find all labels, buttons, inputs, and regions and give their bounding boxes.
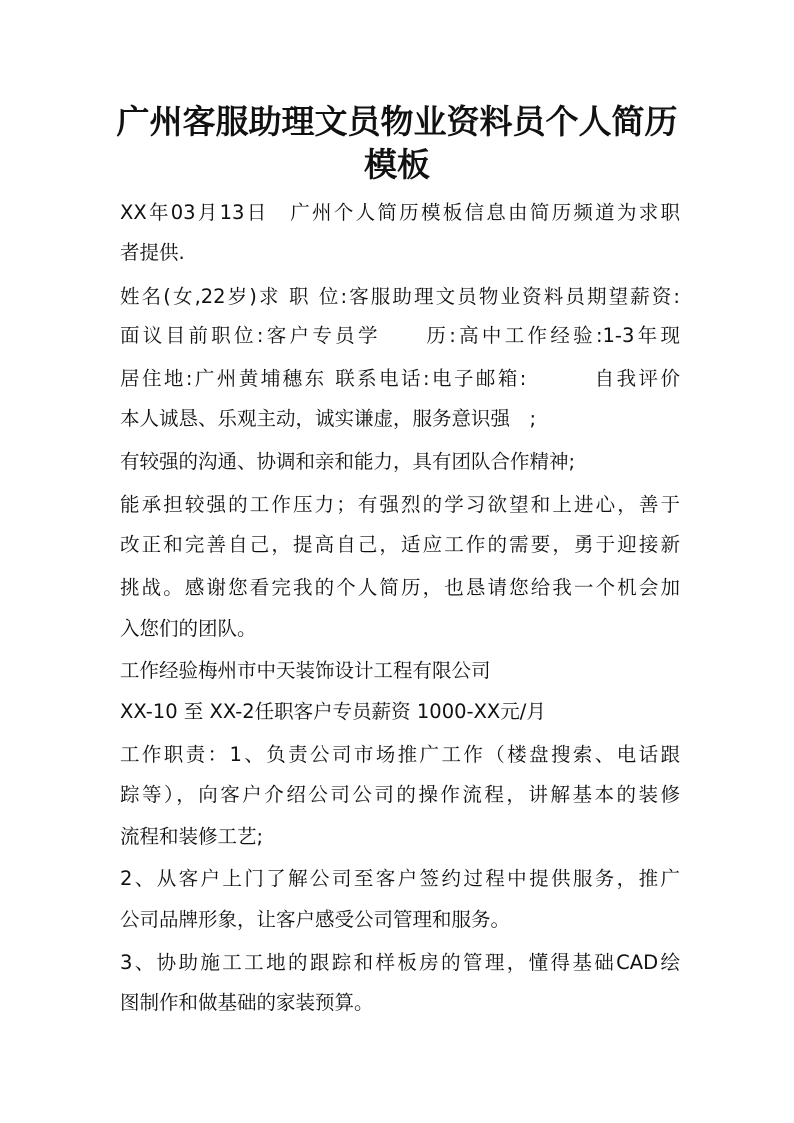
- job-duty-line: 踪等），向客户介绍公司公司的操作流程，讲解基本的装修: [120, 783, 680, 806]
- document-title-line-2: 模板: [364, 145, 430, 184]
- self-evaluation-line-end: 入您们的团队。: [120, 617, 257, 640]
- self-evaluation-line: 改正和完善自己，提高自己，适应工作的需要，勇于迎接新: [120, 533, 680, 556]
- self-evaluation-line: 挑战。感谢您看完我的个人简历，也恳请您给我一个机会加: [120, 576, 680, 599]
- document-title-line-1: 广州客服助理文员物业资料员个人简历: [116, 102, 678, 141]
- personal-info-line: 居住地:广州黄埔穗东 联系电话:电子邮箱: 自我评价: [120, 367, 680, 390]
- work-experience-period: XX-10 至 XX-2任职客户专员薪资 1000-XX元/月: [120, 700, 546, 723]
- work-experience-company: 工作经验梅州市中天装饰设计工程有限公司: [120, 659, 491, 682]
- self-evaluation-line: 本人诚恳、乐观主动，诚实谦虚，服务意识强 ;: [120, 407, 537, 430]
- job-duty-line: 工作职责：1、负责公司市场推广工作（楼盘搜索、电话跟: [120, 743, 680, 766]
- intro-line-end: 者提供.: [120, 241, 185, 264]
- personal-info-line: 姓名(女,22岁)求 职 位:客服助理文员物业资料员期望薪资:: [120, 285, 680, 308]
- personal-info-line: 面议目前职位:客户专员学 历:高中工作经验:1-3年现: [120, 324, 680, 347]
- job-duty-line: 3、协助施工工地的跟踪和样板房的管理，懂得基础CAD绘: [120, 951, 680, 974]
- self-evaluation-line: 有较强的沟通、协调和亲和能力，具有团队合作精神;: [120, 450, 576, 473]
- job-duty-line-end: 公司品牌形象，让客户感受公司管理和服务。: [120, 908, 511, 931]
- intro-line: XX年03月13日 广州个人简历模板信息由简历频道为求职: [120, 201, 680, 224]
- self-evaluation-line: 能承担较强的工作压力；有强烈的学习欲望和上进心，善于: [120, 493, 680, 516]
- job-duty-line-end: 流程和装修工艺;: [120, 825, 264, 848]
- job-duty-line-end: 图制作和做基础的家装预算。: [120, 991, 374, 1014]
- job-duty-line: 2、从客户上门了解公司至客户签约过程中提供服务，推广: [120, 867, 680, 890]
